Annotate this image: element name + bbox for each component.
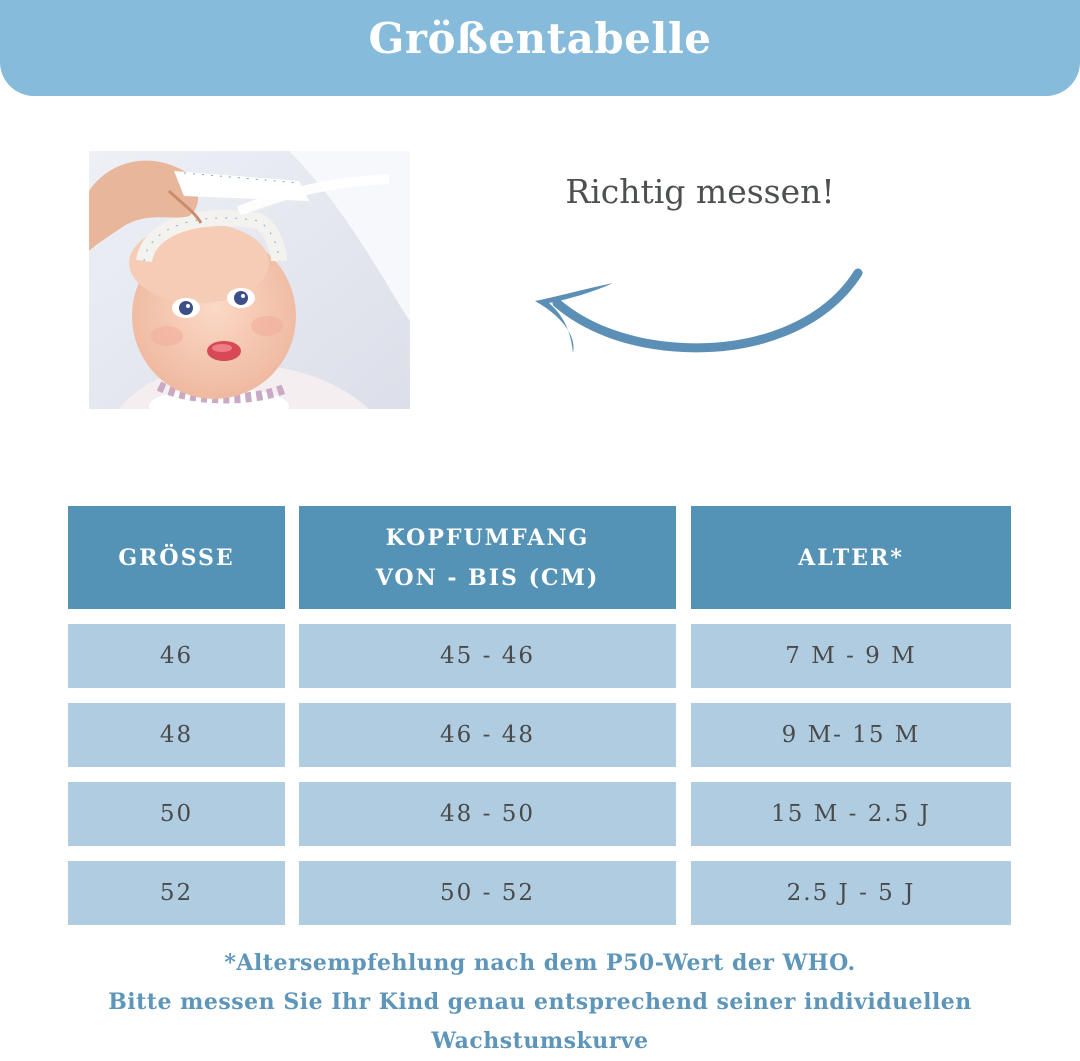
- column-header-kopfumfang-line2: VON - BIS (CM): [375, 564, 600, 591]
- table-cell-size: 50: [68, 782, 285, 846]
- footnote: [0, 944, 1080, 1061]
- table-cell-size: 46: [68, 624, 285, 688]
- column-header-groesse: [68, 506, 285, 609]
- table-cell-size: 48: [68, 703, 285, 767]
- table-cell-age: 7 M - 9 M: [691, 624, 1011, 688]
- column-header-alter-label: ALTER*: [798, 544, 904, 571]
- page-title: Größentabelle: [368, 14, 712, 63]
- table-cell-head-circumference: 50 - 52: [299, 861, 676, 925]
- footnote-line-growth-curve: Wachstumskurve: [431, 1028, 649, 1054]
- table-cell-head-circumference: 45 - 46: [299, 624, 676, 688]
- table-cell-head-circumference: 48 - 50: [299, 782, 676, 846]
- table-cell-size: 52: [68, 861, 285, 925]
- measure-instruction: Richtig messen!: [565, 172, 835, 211]
- column-header-kopfumfang-line1: KOPFUMFANG: [385, 524, 590, 551]
- column-header-alter: [691, 506, 1011, 609]
- table-cell-age: 15 M - 2.5 J: [691, 782, 1011, 846]
- table-cell-age: 9 M- 15 M: [691, 703, 1011, 767]
- footnote-line-advice: Bitte messen Sie Ihr Kind genau entsprechend seiner individuellen: [108, 989, 972, 1015]
- footnote-line-who: *Altersempfehlung nach dem P50-Wert der WHO.: [224, 950, 856, 976]
- column-header-kopfumfang: [299, 506, 676, 609]
- table-cell-age: 2.5 J - 5 J: [691, 861, 1011, 925]
- header-banner: [0, 0, 1080, 96]
- table-cell-head-circumference: 46 - 48: [299, 703, 676, 767]
- baby-head-measuring-photo: [89, 151, 410, 409]
- curved-arrow-left-icon: [525, 265, 870, 370]
- column-header-groesse-label: GRÖSSE: [118, 544, 235, 571]
